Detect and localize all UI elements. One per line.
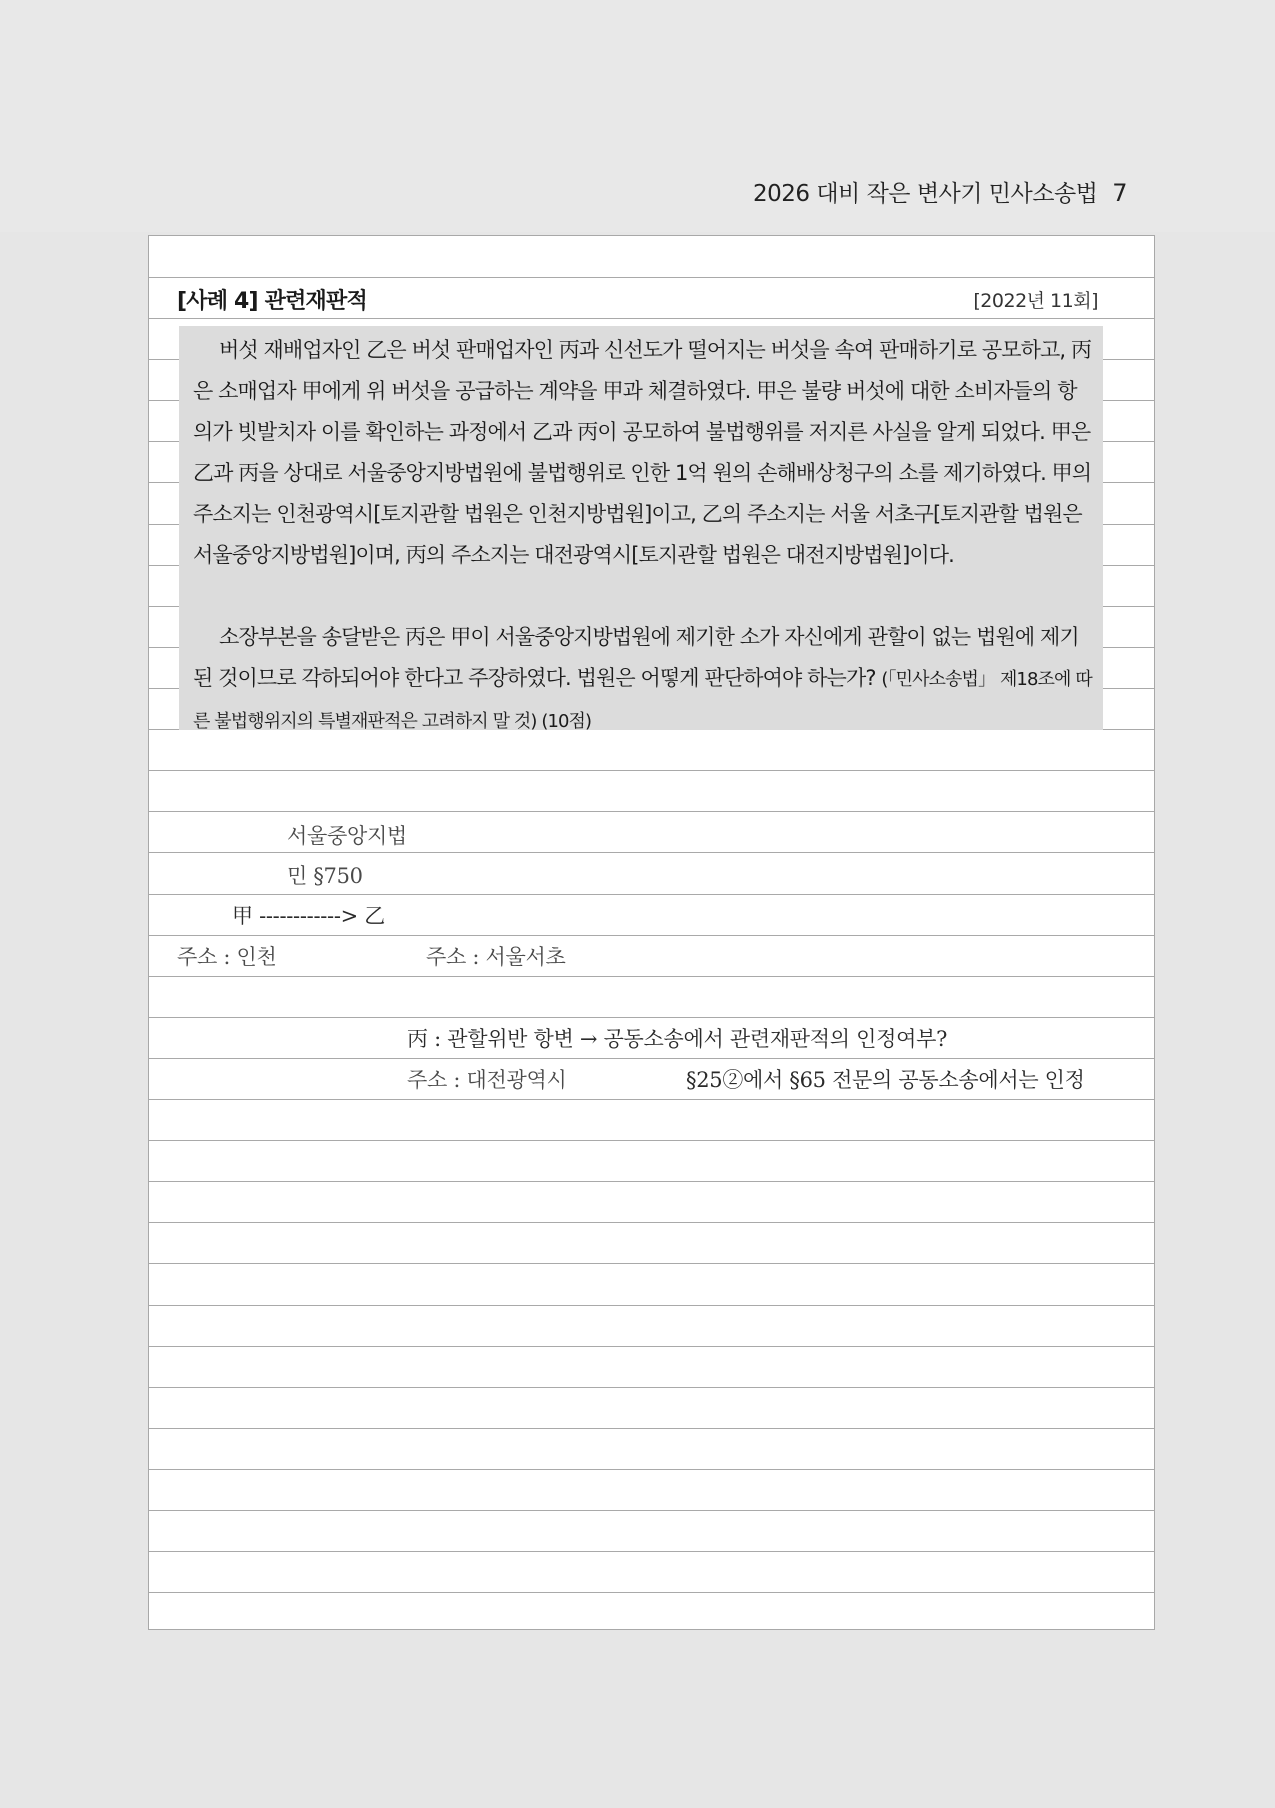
ruled-line <box>149 935 1154 936</box>
header-band <box>0 0 1275 232</box>
ruled-line <box>149 811 1154 812</box>
ruled-line <box>149 976 1154 977</box>
book-title: 2026 대비 작은 변사기 민사소송법 <box>753 181 1098 207</box>
note-conclusion: §25②에서 §65 전문의 공동소송에서는 인정 <box>686 1068 1085 1092</box>
ruled-line <box>149 770 1154 771</box>
ruled-line <box>149 1469 1154 1470</box>
lined-note-sheet <box>148 235 1155 1630</box>
ruled-line <box>149 1140 1154 1141</box>
ruled-line <box>149 1387 1154 1388</box>
note-statute: 민 §750 <box>287 864 363 888</box>
ruled-line <box>149 1551 1154 1552</box>
ruled-line <box>149 1510 1154 1511</box>
ruled-line <box>149 852 1154 853</box>
note-address-byeong: 주소 : 대전광역시 <box>407 1068 567 1092</box>
problem-paragraph-2 <box>193 617 1093 742</box>
paragraph-2-text: 소장부본을 송달받은 丙은 甲이 서울중앙지방법원에 제기한 소가 자신에게 관할이 없는 법원에 제기된 것이므로 각하되어야 한다고 주장하였다. 법원은 어떻게 판단하여야 하는가? <box>193 625 1079 690</box>
ruled-line <box>149 1099 1154 1100</box>
ruled-line <box>149 1058 1154 1059</box>
ruled-line <box>149 894 1154 895</box>
ruled-line <box>149 277 1154 278</box>
note-byeong-issue: 丙 : 관할위반 항변 → 공동소송에서 관련재판적의 인정여부? <box>407 1027 948 1051</box>
case-title: [사례 4] 관련재판적 <box>177 289 367 314</box>
paragraph-1-text: 버섯 재배업자인 乙은 버섯 판매업자인 丙과 신선도가 떨어지는 버섯을 속여 판매하기로 공모하고, 丙은 소매업자 甲에게 위 버섯을 공급하는 계약을 甲과 체결하였다. 甲은 불량 버섯에 대한 소비자들의 항의가 빗발치자 이를 확인하는 과정에서 乙과 丙이 공모하여 불법행위를 저지른 사실을 알게 되었다. 甲은 乙과 丙을 상대로 서울중앙지방법원에 불법행위로 인한 1억 원의 손해배상청구의 소를 제기하였다. 甲의 주소지는 인천광역시[토지관할 법원은 인천지방법원]이고, 乙의 주소지는 서울 서초구[토지관할 법원은 서울중앙지방법원]이며, 丙의 주소지는 대전광역시[토지관할 법원은 대전지방법원]이다. <box>193 338 1092 567</box>
case-reference: [2022년 11회] <box>973 290 1098 312</box>
note-arrow-line: 甲 ------------> 乙 <box>232 904 385 928</box>
ruled-line <box>149 1181 1154 1182</box>
problem-paragraph-1 <box>193 330 1093 576</box>
note-court: 서울중앙지법 <box>287 824 407 848</box>
ruled-line <box>149 1222 1154 1223</box>
ruled-line <box>149 1263 1154 1264</box>
ruled-line <box>149 1346 1154 1347</box>
ruled-line <box>149 1017 1154 1018</box>
ruled-line <box>149 1592 1154 1593</box>
ruled-line <box>149 1305 1154 1306</box>
paragraph-2-note: (「민사소송법」 제18조에 따른 불법행위지의 특별재판적은 고려하지 말 것) (10점) <box>193 669 1092 732</box>
ruled-line <box>149 1428 1154 1429</box>
running-header <box>753 175 1127 208</box>
page-number: 7 <box>1112 179 1127 207</box>
ruled-line <box>149 318 1154 319</box>
note-address-eul: 주소 : 서울서초 <box>426 945 566 969</box>
problem-box <box>179 326 1103 730</box>
note-address-gap: 주소 : 인천 <box>177 945 277 969</box>
